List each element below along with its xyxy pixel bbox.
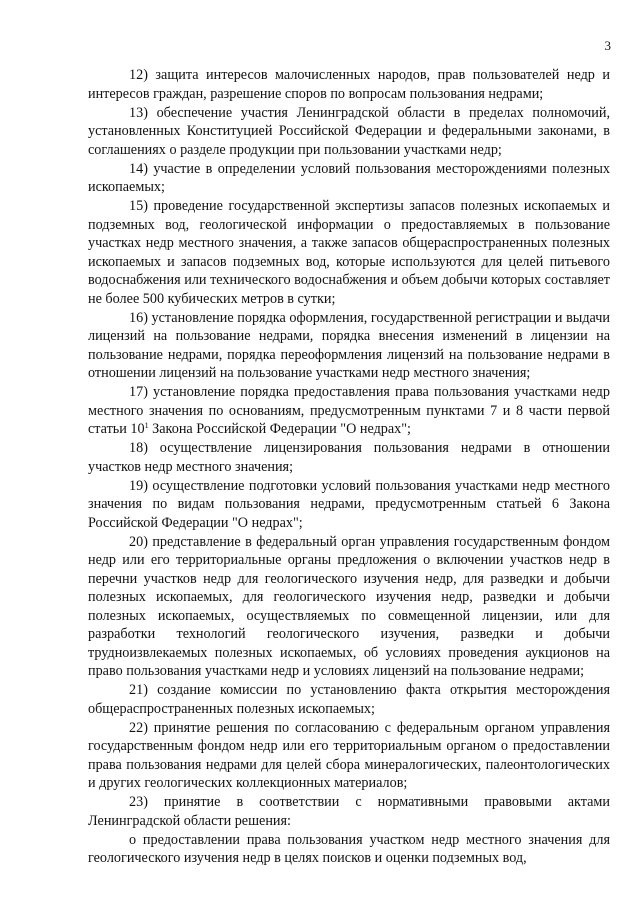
paragraph-item-14: 14) участие в определении условий пользования месторождениями полезных ископаемых;: [88, 160, 610, 195]
paragraph-item-19: 19) осуществление подготовки условий пользования участками недр местного значения по видам пользования недрами, предусмотренным статьей 6 Закона Российской Федерации "О недрах";: [88, 477, 610, 531]
paragraph-item-12: 12) защита интересов малочисленных народов, прав пользователей недр и интересов граждан, разрешение споров по вопросам пользования недрами;: [88, 67, 610, 102]
paragraph-text-before-footnote: 17) установление порядка предоставления права пользования участками недр местного значения по основаниям, предусмотренным пунктами 7 и 8 части первой статьи 10: [88, 384, 610, 437]
paragraph-item-17: [88, 383, 610, 439]
paragraph-item-13: 13) обеспечение участия Ленинградской области в пределах полномочий, установленных Конституцией Российской Федерации и федеральными законами, в соглашениях о разделе продукции при пользовании участками недр;: [88, 104, 610, 158]
paragraph-item-22: 22) принятие решения по согласованию с федеральным органом управления государственным фондом недр или его территориальным органом о предоставлении права пользования недрами для целей сбора минералогических, палеонтологических и других геологических коллекционных материалов;: [88, 719, 610, 791]
paragraph-item-21: 21) создание комиссии по установлению факта открытия месторождения общераспространенных полезных ископаемых;: [88, 682, 610, 717]
paragraph-subitem: о предоставлении права пользования участком недр местного значения для геологического изучения недр в целях поисков и оценки подземных вод,: [88, 831, 610, 866]
paragraph-text-after-footnote: Закона Российской Федерации "О недрах";: [148, 421, 412, 437]
paragraph-item-20: 20) представление в федеральный орган управления государственным фондом недр или его территориальные органы предложения о включении участков недр в перечни участков недр для геологического изучения недр, для разведки и добычи полезных ископаемых, для геологического изучения недр, разведки и добычи полезных ископаемых, осуществляемых по совмещенной лицензии, или для разработки технологий геологического изучения, разведки и добычи трудноизвлекаемых полезных ископаемых, об условиях проведения аукционов на право пользования участками недр и условиях лицензий на пользование недрами;: [88, 533, 610, 679]
paragraph-item-15: 15) проведение государственной экспертизы запасов полезных ископаемых и подземных вод, геологической информации о предоставляемых в пользование участках недр местного значения, а также запасов общераспространенных полезных ископаемых и запасов подземных вод, которые используются для целей питьевого водоснабжения или технического водоснабжения и объем добычи которых составляет не более 500 кубических метров в сутки;: [88, 198, 610, 307]
superscript-marker: 1: [144, 421, 149, 430]
paragraph-item-18: 18) осуществление лицензирования пользования недрами в отношении участков недр местного значения;: [88, 440, 610, 475]
page-number: 3: [604, 38, 611, 53]
paragraph-item-23: 23) принятие в соответствии с нормативными правовыми актами Ленинградской области решения:: [88, 794, 610, 829]
paragraph-item-16: 16) установление порядка оформления, государственной регистрации и выдачи лицензий на пользование недрами, порядка внесения изменений в лицензии на пользование недрами, порядка переоформления лицензий на пользование недрами в отношении лицензий на пользование участками недр местного значения;: [88, 309, 610, 381]
document-body: [88, 66, 610, 868]
